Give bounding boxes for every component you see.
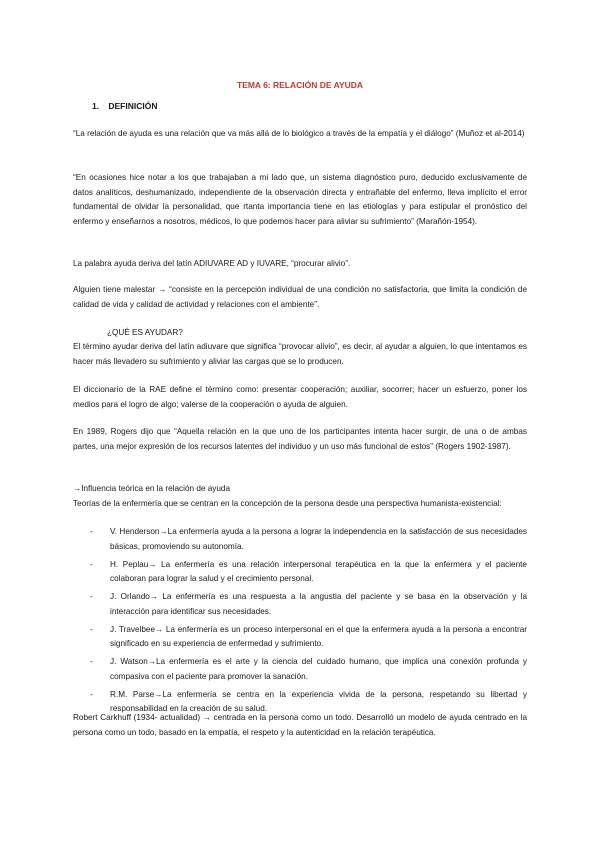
list-item-text: J. Orlando→ La enfermería es una respuesta a la angustia del paciente y se basa en la observación y la interacción para identificar sus necesidades.	[110, 592, 527, 616]
section-number: 1.	[92, 101, 100, 111]
paragraph-termino: El término ayudar deriva del latín adiuvare que significa “provocar alivio”, es decir, al ayudar a alguien, lo que intentamos es hacer más llevadero su sufrimiento y aliviar las cargas que se lo producen.	[73, 342, 527, 366]
list-dash: -	[90, 657, 93, 666]
list-item-text: J. Travelbee→ La enfermería es un proceso interpersonal en el que la enfermera ayuda a la persona a encontrar significado en su experiencia de enfermedad y sufrimiento.	[110, 624, 527, 648]
list-item	[73, 623, 527, 652]
quote-munoz: “La relación de ayuda es una relación que va más allá de lo biológico a través de la empatía y el diálogo” (Muñoz et al-2014)	[73, 129, 525, 138]
list-dash: -	[90, 559, 93, 569]
paragraph-malestar: Alguien tiene malestar → “consiste en la percepción individual de una condición no satisfactoria, que limita la condición de calidad de vida y calidad de actividad y relaciones con el ambiente”.	[73, 285, 527, 309]
teorias-intro: Teorías de la enfermería que se centran en la concepción de la persona desde una perspectiva humanista-existencial:	[73, 499, 502, 508]
list-item-text: V. Henderson→La enfermería ayuda a la persona a lograr la independencia en la satisfacción de sus necesidades básicas, promoviendo su autonomía.	[110, 527, 527, 551]
list-item-text: R.M. Parse→La enfermería se centra en la experiencia vivida de la persona, respetando su libertad y responsabilidad en la creación de su salud.	[110, 689, 527, 713]
list-item	[73, 655, 527, 684]
paragraph-carkhuff: Robert Carkhuff (1934- actualidad) → centrada en la persona como un todo. Desarrolló un modelo de ayuda centrado en la persona como un todo, basado en la empatía, el respeto y la autenticidad en la relación terapéutica.	[73, 713, 527, 737]
section-heading	[92, 101, 158, 111]
document-title: TEMA 6: RELACIÓN DE AYUDA	[236, 80, 364, 90]
list-dash: -	[90, 689, 93, 699]
theories-list	[73, 525, 527, 720]
list-item	[73, 590, 527, 619]
section-title: DEFINICIÓN	[108, 101, 158, 111]
list-dash: -	[90, 624, 93, 634]
paragraph-latin-origin: La palabra ayuda deriva del latín ADIUVARE AD y IUVARE, “procurar alivio”.	[73, 259, 351, 268]
list-dash: -	[90, 527, 93, 536]
list-item	[73, 525, 527, 554]
quote-maranon: “En ocasiones hice notar a los que trabajaban a mi lado que, un sistema diagnóstico puro, deducido exclusivamente de datos analíticos, deshumanizado, independiente de la observación directa y entrañable del enfermo, lleva implícito el error fundamental de olvidar la personalidad, que rtanta importancia tiene en las etiologías y para estipular el pronóstico del enfermo y enseñarnos a nosotros, médicos, lo que podemos hacer para aliviar su sufrimiento” (Marañón-1954).	[73, 173, 527, 226]
list-dash: -	[90, 592, 93, 601]
influencia-heading: →Influencia teórica en la relación de ayuda	[73, 484, 231, 493]
subheading-que-es-ayudar: ¿QUÉ ES AYUDAR?	[107, 328, 183, 337]
list-item-text: H. Peplau→ La enfermería es una relación interpersonal terapéutica en la que la enfermera y el paciente colaboran para lograr la salud y el crecimiento personal.	[110, 559, 527, 583]
paragraph-rogers: En 1989, Rogers dijo que “Aquella relación en la que uno de los participantes intenta hacer surgir, de una o de ambas partes, una mejor expresión de los recursos latentes del individuo y un uso más funcional de estos” (Rogers 1902-1987).	[73, 427, 527, 451]
list-item-text: J. Watson→La enfermería es el arte y la ciencia del cuidado humano, que implica una conexión profunda y compasiva con el paciente para promover la sanación.	[110, 657, 527, 681]
list-item	[73, 558, 527, 587]
paragraph-rae: El diccionario de la RAE define el término como: presentar cooperación; auxiliar, socorrer; hacer un esfuerzo, poner los medios para el logro de algo; valerse de la cooperación o ayuda de alguien.	[73, 385, 527, 409]
